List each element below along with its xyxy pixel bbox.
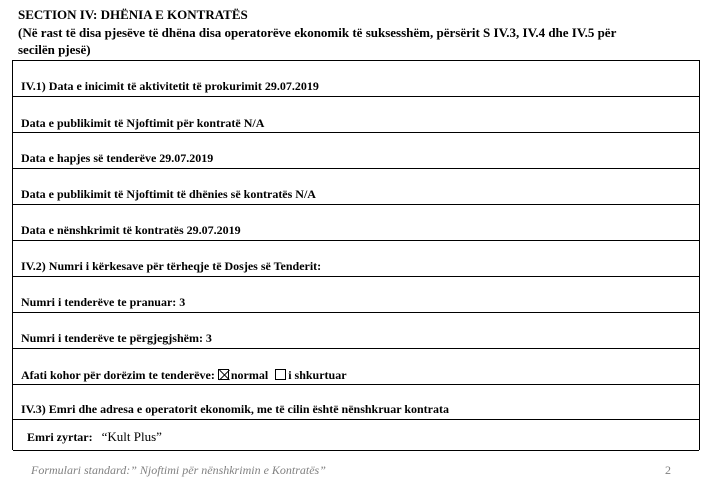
row-opening-date [13,133,699,169]
section-note-line2: secilën pjesë) [18,42,91,57]
contract-form-table [12,60,700,450]
signing-date-text: Data e nënshkrimit të kontratës 29.07.2019 [21,223,241,237]
submission-deadline [21,368,347,383]
opening-date-text: Data e hapjes së tenderëve 29.07.2019 [21,151,214,165]
section-title: SECTION IV: DHËNIA E KONTRATËS [18,7,248,22]
row-submission-deadline [13,349,699,385]
initiation-date-text: IV.1) Data e inicimit të aktivitetit të prokurimit 29.07.2019 [21,79,319,93]
operator-heading-text: IV.3) Emri dhe adresa e operatorit ekonomik, me të cilin është nënshkruar kontrata [21,402,449,416]
row-initiation-date [13,61,699,97]
official-name-label: Emri zyrtar: [27,430,93,444]
normal-checkbox[interactable] [218,369,229,380]
row-official-name [13,420,699,451]
row-dossier-requests [13,241,699,277]
official-name-value: “Kult Plus” [101,429,162,444]
shortened-checkbox[interactable] [275,369,286,380]
award-notice-text: Data e publikimit të Njoftimit të dhënies së kontratës N/A [21,187,316,201]
normal-option-label: normal [230,368,269,382]
page-number: 2 [665,463,671,477]
submission-deadline-label: Afati kohor për dorëzim te tenderëve: [21,368,215,382]
tenders-responsive-text: Numri i tenderëve te përgjegjshëm: 3 [21,331,212,345]
shortened-option-label: i shkurtuar [288,368,347,382]
row-operator-heading [13,385,699,420]
official-name [27,429,162,445]
section-note-line1: (Në rast të disa pjesëve të dhëna disa operatorëve ekonomik të suksesshëm, përsërit S IV.3, IV.4 dhe IV.5 për [18,25,617,40]
dossier-requests-text: IV.2) Numri i kërkesave për tërheqje të Dosjes së Tenderit: [21,259,322,273]
row-tenders-responsive [13,313,699,349]
row-award-notice [13,169,699,205]
tenders-received-text: Numri i tenderëve te pranuar: 3 [21,295,186,309]
footer-form-title: Formulari standard:” Njoftimi për nënshkrimin e Kontratës” [31,463,326,477]
row-tenders-received [13,277,699,313]
row-notice-publication [13,97,699,133]
row-signing-date [13,205,699,241]
notice-publication-text: Data e publikimit të Njoftimit për kontratë N/A [21,116,265,130]
